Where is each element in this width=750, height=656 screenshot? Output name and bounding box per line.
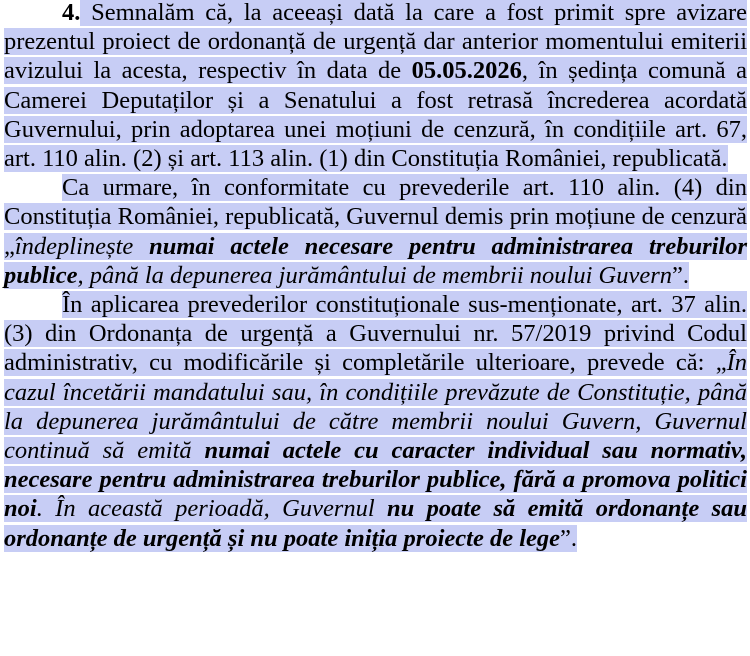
quote-italic: În cazul încetării mandatului sau, în condițiile prevăzute de Constituție, până la depunerea jurământului de către membrii noului Guvern, Guvernul continuă să emită — [4, 349, 747, 465]
paragraph-consequence — [4, 173, 747, 290]
paragraph-text: În aplicarea prevederilor constituționale sus-menționate, art. 37 alin. (3) din Ordonanța de urgență a Guvernului nr. 57/2019 privind Codul administrativ, cu modificările și completările ulterioare, prevede că: „ — [4, 291, 747, 377]
highlighted-text — [4, 0, 747, 172]
quote-bold-italic: numai actele necesare pentru administrarea treburilor publice — [4, 232, 747, 289]
quote-bold-italic: nu poate să emită ordonanțe sau ordonanțe de urgență și nu poate iniția proiecte de lege — [4, 495, 748, 552]
highlighted-text — [4, 291, 747, 552]
quote-italic: , până la depunerea jurământului de membrii noului Guvern — [77, 261, 673, 289]
quote-close: ”. — [672, 261, 690, 289]
quote-close: ”. — [560, 524, 578, 552]
quote-bold-italic: numai actele cu caracter individual sau normativ, necesare pentru administrarea treburilor publice, fără a promova politici noi — [4, 437, 747, 523]
document-body — [4, 0, 747, 553]
paragraph-text: , în ședința comună a Camerei Deputaților și a Senatului a fost retrasă încrederea acordată Guvernului, prin adoptarea unei moțiuni de cenzură, în condițiile art. 67, art. 110 alin. (2) și art. 113 alin. (1) din Constituția României, republicată. — [4, 57, 747, 173]
paragraph-number: 4. — [62, 0, 81, 26]
paragraph-4 — [4, 0, 747, 173]
paragraph-text: Semnalăm că, la aceeași dată la care a fost primit spre avizare prezentul proiect de ordonanță de urgență dar anterior momentului emiterii avizului la acesta, respectiv în data de — [4, 0, 747, 85]
quote-italic: îndeplinește — [14, 232, 150, 260]
quote-italic: . În această perioadă, Guvernul — [36, 495, 388, 523]
paragraph-text: Ca urmare, în conformitate cu prevederile art. 110 alin. (4) din Constituția României, republicată, Guvernul demis prin moțiune de cenzură „ — [4, 174, 747, 260]
date-value: 05.05.2026 — [411, 57, 522, 85]
highlighted-text — [4, 174, 747, 289]
paragraph-application — [4, 290, 747, 553]
